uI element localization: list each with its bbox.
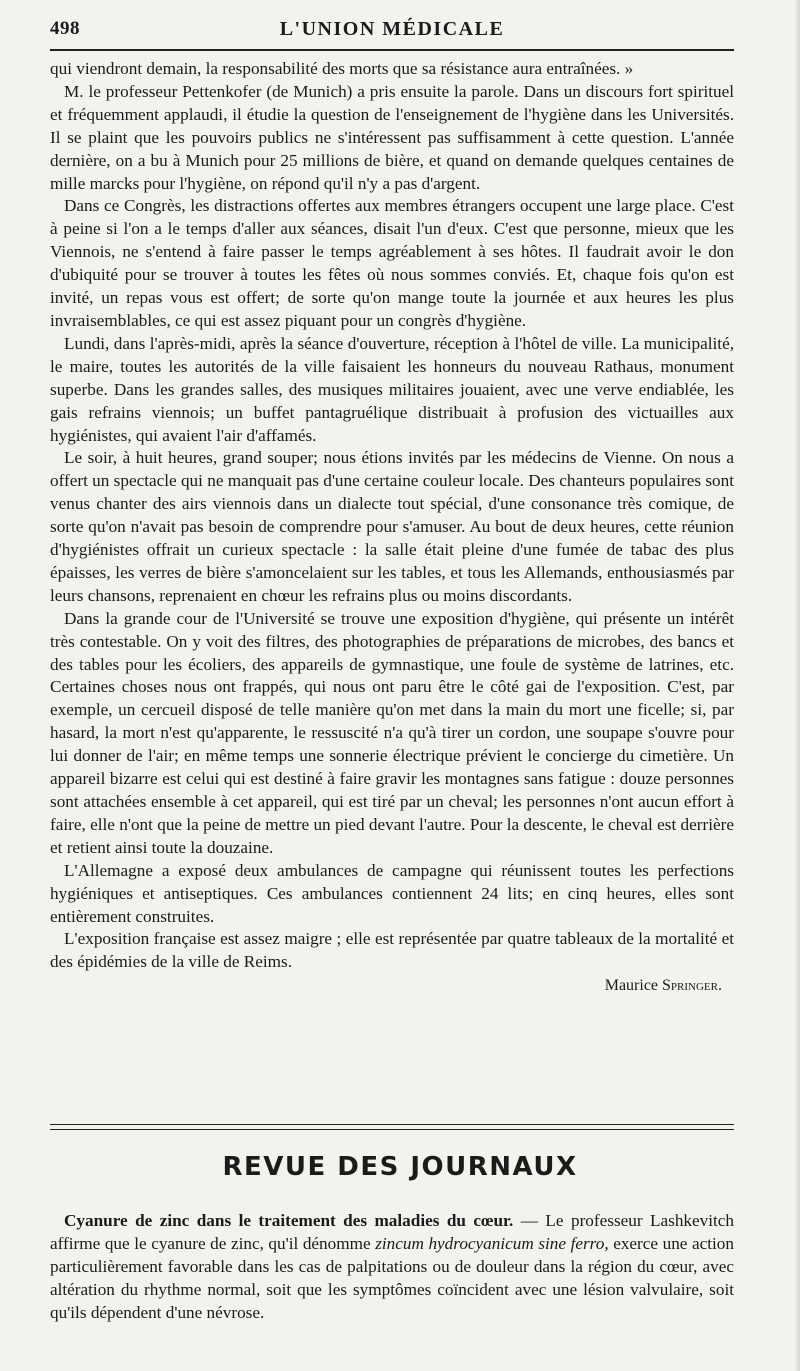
journal-title: L'UNION MÉDICALE (279, 18, 505, 40)
page-header (50, 14, 734, 44)
section-title: REVUE DES JOURNAUX (222, 1152, 578, 1182)
paragraph-reception: Lundi, dans l'après-midi, après la séance d'ouverture, réception à l'hôtel de ville. La municipalité, le maire, toutes les autorités de la ville faisaient les honneurs du nouveau Rathaus, monument superbe. Dans les grandes salles, des musiques militaires jouaient, avec une verve endiablée, les gais refrains viennois; un buffet pantagruélique distribuait à profusion des victuailles aux hygiénistes, qui avaient l'air d'affamés. (50, 333, 734, 445)
paragraph-exposition-francaise: L'exposition française est assez maigre ; elle est représentée par quatre tableaux de la mortalité et des épidémies de la ville de Reims. (50, 929, 734, 972)
section-divider (50, 1124, 734, 1130)
paragraph-exposition: Dans la grande cour de l'Université se trouve une exposition d'hygiène, qui présente un intérêt très contestable. On y voit des filtres, des photographies de préparations de microbes, des bancs et des tables pour les écoliers, des appareils de gymnastique, une foule de système de latrines, etc. Certaines choses nous ont frappés, qui nous ont paru être le côté gai de l'exposition. C'est, par exemple, un cercueil disposé de telle manière qu'on met dans la main du mort une ficelle; si, par hasard, la mort n'est qu'apparente, le ressuscité n'a qu'à tirer un cordon, une soupape s'ouvre pour lui donner de l'air; en même temps une sonnerie électrique prévient le concierge du cimetière. Un appareil bizarre est celui qui est destiné à faire gravir les montagnes sans fatigue : douze personnes sont attachées ensemble à cet appareil, qui est tiré par un cheval; les personnes n'ont aucun effort à faire, elle n'ont que la peine de mettre un pied devant l'autre. Pour la descente, le cheval est derrière et retient ainsi toute la douzaine. (50, 608, 734, 857)
article-paragraph (50, 1210, 734, 1325)
article-heading: Cyanure de zinc dans le traitement des maladies du cœur. (64, 1211, 514, 1230)
paragraph-continued: qui viendront demain, la responsabilité des morts que sa résistance aura entraînées. » (50, 59, 634, 78)
journal-review-article (50, 1210, 734, 1325)
paragraph-pettenkofer: M. le professeur Pettenkofer (de Munich) a pris ensuite la parole. Dans un discours fort spirituel et fréquemment applaudi, il étudie la question de l'enseignement de l'hygiène dans les Universités. Il se plaint que les pouvoirs publics ne s'intéressent pas suffisamment à cette question. L'année dernière, on a bu à Munich pour 25 millions de bière, et quand on demande quelques centaines de mille marcks pour l'hygiène, on répond qu'il n'y a pas d'argent. (50, 81, 734, 193)
header-rule (50, 49, 734, 51)
paragraph-distractions: Dans ce Congrès, les distractions offertes aux membres étrangers occupent une large place. C'est à peine si l'on a le temps d'aller aux séances, disait l'un d'eux. C'est que personne, mieux que les Viennois, ne s'entend à faire passer le temps agréablement à ses hôtes. Il faudrait avoir le don d'ubiquité pour se trouver à toutes les fêtes où nous sommes conviés. Et, chaque fois qu'on est invité, un repas vous est offert; de sorte qu'on mange toute la journée et aux heures les plus invraisemblables, ce qui est assez piquant pour un congrès d'hygiène. (50, 196, 734, 330)
article-text-2: exerce une action particulièrement favorable dans les cas de palpitations ou de douleur dans la région du cœur, avec altération du rhythme normal, soit que les symptômes coïncident avec une lésion valvulaire, soit qu'ils dépendent d'une névrose. (50, 1233, 734, 1322)
article-text-1: Le professeur Lashkevitch affirme que le cyanure de zinc, qu'il dénomme (50, 1211, 735, 1253)
article-italic-term: zincum hydrocyanicum sine ferro, (375, 1233, 609, 1253)
article-body (50, 58, 734, 998)
page-number: 498 (50, 18, 80, 39)
author-signature (50, 975, 734, 998)
signature-last-name: Springer. (662, 977, 722, 995)
paragraph-souper: Le soir, à huit heures, grand souper; nous étions invités par les médecins de Vienne. On nous a offert un spectacle qui ne manquait pas d'une certaine couleur locale. Des chanteurs populaires sont venus chanter des airs viennois dans un dialecte tout spécial, d'une consonance très comique, de sorte qu'on n'avait pas besoin de comprendre pour s'amuser. Au bout de deux heures, cette réunion d'hygiénistes offrait un curieux spectacle : la salle était pleine d'une fumée de tabac des plus épaisses, les verres de bière s'amoncelaient sur les tables, et tous les Allemands, enthousiasmés par leurs chansons, reprenaient en chœur les refrains plus ou moins discordants. (50, 448, 734, 605)
signature-first-name: Maurice (604, 977, 659, 995)
paragraph-ambulances: L'Allemagne a exposé deux ambulances de campagne qui réunissent toutes les perfections hygiéniques et antiseptiques. Ces ambulances contiennent 24 lits; en cinq heures, elles sont entièrement construites. (50, 860, 734, 926)
article-dash: — (513, 1211, 546, 1230)
